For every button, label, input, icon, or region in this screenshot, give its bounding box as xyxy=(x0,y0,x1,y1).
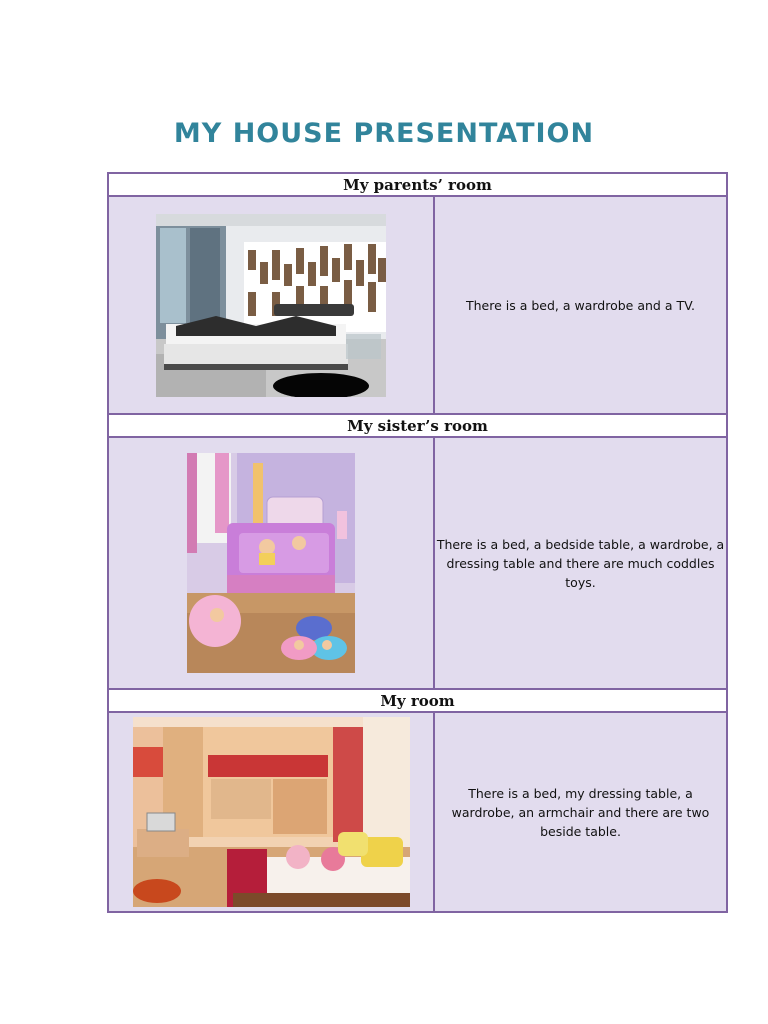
rooms-table xyxy=(107,172,728,913)
my-room-photo xyxy=(133,717,410,907)
room-photo-cell xyxy=(108,712,434,912)
room-description: There is a bed, a bedside table, a wardrobe, a dressing table and there are much coddles toys. xyxy=(434,437,727,689)
room-heading-row xyxy=(108,173,727,196)
room-heading: My room xyxy=(108,689,727,712)
room-content-row xyxy=(108,712,727,912)
room-description: There is a bed, my dressing table, a wardrobe, an armchair and there are two beside table. xyxy=(434,712,727,912)
room-heading-row xyxy=(108,689,727,712)
sisters-room-photo xyxy=(187,453,355,673)
room-content-row xyxy=(108,437,727,689)
room-description: There is a bed, a wardrobe and a TV. xyxy=(434,196,727,414)
room-photo-cell xyxy=(108,437,434,689)
room-heading: My sister’s room xyxy=(108,414,727,437)
page-title: MY HOUSE PRESENTATION xyxy=(173,118,595,149)
room-content-row xyxy=(108,196,727,414)
room-heading: My parents’ room xyxy=(108,173,727,196)
parents-room-photo xyxy=(156,214,386,397)
room-photo-cell xyxy=(108,196,434,414)
room-heading-row xyxy=(108,414,727,437)
